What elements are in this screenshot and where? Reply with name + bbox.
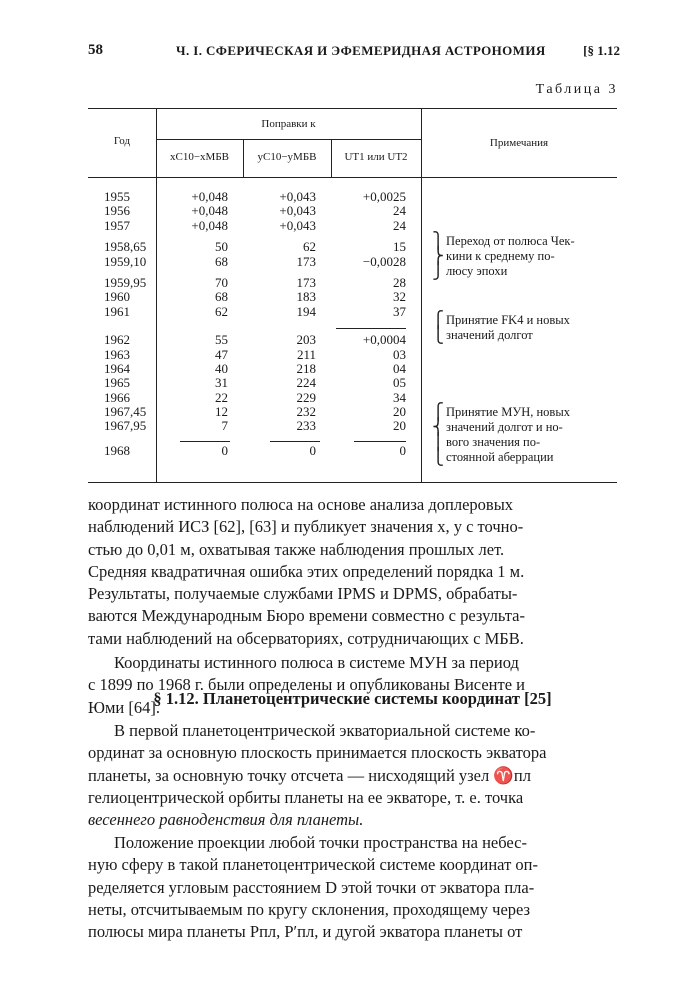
table-cell: 24	[393, 203, 406, 219]
table-cell: 62	[303, 239, 316, 255]
table-cell: 7	[221, 418, 228, 434]
table-cell: 194	[296, 303, 316, 319]
table-cell: 55	[215, 332, 228, 348]
text-line: Результаты, получаемые службами IPMS и DPMS, обрабаты-	[88, 584, 518, 604]
note-pole-transition: Переход от полюса Чек- кини к среднему по- люсу эпохи	[446, 234, 575, 278]
table-cell: +0,043	[279, 203, 316, 219]
table-divider	[421, 109, 422, 482]
table-cell: 233	[296, 418, 316, 434]
table-cell: 1957	[104, 217, 130, 233]
ut-correction-column	[346, 190, 406, 458]
table-cell: 62	[215, 303, 228, 319]
corrections-table	[88, 108, 617, 483]
table-cell: 12	[215, 404, 228, 420]
table-cell: 04	[393, 360, 406, 376]
table-divider	[156, 139, 421, 140]
y-separator-rule	[270, 441, 320, 442]
table-caption: Таблица 3	[535, 82, 618, 97]
table-cell: 1966	[104, 389, 130, 405]
y-correction-column	[246, 190, 316, 458]
text-line: гелиоцентрической орбиты планеты на ее экваторе, т. е. точка	[88, 787, 524, 807]
table-cell: 203	[296, 332, 316, 348]
table-cell: 70	[215, 274, 228, 290]
paragraph-polar-coordinates	[88, 494, 617, 650]
table-cell: 1964	[104, 360, 130, 376]
brace-glyph: ⎧ ⎨ ⎪ ⎩	[432, 404, 444, 466]
table-cell: 31	[215, 375, 228, 391]
ut-separator-rule	[336, 328, 406, 329]
table-cell: 1958,65	[104, 239, 147, 255]
table-cell: 47	[215, 346, 228, 362]
table-cell: 1967,95	[104, 418, 147, 434]
section-reference: [§ 1.12	[583, 43, 620, 58]
table-cell: 173	[296, 253, 316, 269]
table-cell: 20	[393, 418, 406, 434]
table-cell: 68	[215, 289, 228, 305]
table-cell: 0	[309, 442, 316, 458]
table-cell: 1955	[104, 189, 130, 204]
text-line: Средняя квадратичная ошибка этих определений порядка 1 м.	[88, 561, 525, 581]
table-cell: 15	[393, 239, 406, 255]
text-line: тами наблюдений на обсерваториях, сотрудничающих с МБВ.	[88, 628, 524, 648]
text-line: ваются Международным Бюро времени совместно с результа-	[88, 606, 525, 626]
table-cell: 1965	[104, 375, 130, 391]
header-corrections: Поправки к	[261, 118, 316, 130]
table-cell: 1959,10	[104, 253, 147, 269]
text-line: ную сферу в такой планетоцентрической системе координат оп-	[88, 855, 538, 875]
note-fk4: Принятие FK4 и новых значений долгот	[446, 313, 570, 342]
text-line: ределяется угловым расстоянием D этой точки от экватора пла-	[88, 877, 535, 897]
table-cell: 211	[296, 346, 316, 362]
note-iau: Принятие МУН, новых значений долгот и но- вого значения по- стоянной аберрации	[446, 405, 570, 464]
table-cell: 1967,45	[104, 404, 147, 420]
text-line: полюсы мира планеты Pпл, P′пл, и дугой экватора планеты от	[88, 922, 523, 942]
text-line: планеты, за основную точку отсчета — нисходящий узел ♈пл	[88, 765, 531, 785]
table-cell: 1959,95	[104, 274, 147, 290]
table-cell: 1960	[104, 289, 130, 305]
table-cell: 24	[393, 217, 406, 233]
text-line: стью до 0,01 м, охватывая также наблюдения прошлых лет.	[88, 539, 505, 559]
year-column	[104, 190, 164, 458]
x-separator-rule	[180, 441, 230, 442]
table-cell: 0	[221, 442, 228, 458]
text-line: неты, отсчитываемым по кругу склонения, проходящему через	[88, 899, 531, 919]
table-cell: 1961	[104, 303, 130, 319]
table-cell: 28	[393, 274, 406, 290]
table-cell: +0,048	[191, 203, 228, 219]
table-cell: 34	[393, 389, 406, 405]
brace-glyph: ⎧ ⎩	[432, 312, 444, 344]
table-cell: 229	[296, 389, 316, 405]
running-title: Ч. I. СФЕРИЧЕСКАЯ И ЭФЕМЕРИДНАЯ АСТРОНОМИЯ	[176, 43, 546, 58]
table-cell: 218	[296, 360, 316, 376]
text-line: с 1899 по 1968 г. были определены и опубликованы Висенте и	[88, 675, 525, 695]
table-cell: 1968	[104, 442, 130, 458]
header-x-correction: xC10−xМБВ	[170, 151, 229, 163]
table-cell: +0,048	[191, 189, 228, 204]
table-cell: +0,048	[191, 217, 228, 233]
table-cell: 03	[393, 346, 406, 362]
table-cell: 68	[215, 253, 228, 269]
text-line: Положение проекции любой точки пространства на небес-	[114, 833, 527, 852]
table-cell: +0,0025	[362, 189, 406, 204]
text-line: координат истинного полюса на основе анализа доплеровых	[88, 495, 514, 514]
table-cell: 37	[393, 303, 406, 319]
text-line: В первой планетоцентрической экваториальной системе ко-	[114, 721, 536, 740]
table-cell: +0,043	[279, 217, 316, 233]
table-cell: 224	[296, 375, 316, 391]
table-cell: 173	[296, 274, 316, 290]
paragraph-projection	[88, 832, 617, 943]
table-cell: 20	[393, 404, 406, 420]
table-cell: 32	[393, 289, 406, 305]
header-ut-correction: UT1 или UT2	[344, 151, 408, 163]
page-number: 58	[88, 42, 103, 58]
table-cell: 0	[399, 442, 406, 458]
ut-separator-rule	[354, 441, 406, 442]
header-y-correction: yC10−yМБВ	[257, 151, 317, 163]
table-cell: 05	[393, 375, 406, 391]
text-line: Юми [64].	[88, 697, 160, 717]
table-cell: 1962	[104, 332, 130, 348]
x-correction-column	[158, 190, 228, 458]
table-cell: −0,0028	[362, 253, 406, 269]
table-cell: 183	[296, 289, 316, 305]
table-cell: 1963	[104, 346, 130, 362]
text-line: Координаты истинного полюса в системе МУН за период	[114, 653, 519, 672]
header-year: Год	[113, 135, 131, 147]
text-line: наблюдений ИСЗ [62], [63] и публикует значения x, y с точно-	[88, 517, 524, 537]
table-cell: 1956	[104, 203, 130, 219]
paragraph-planetocentric-system	[88, 720, 617, 831]
page-header	[88, 42, 620, 64]
table-cell: 40	[215, 360, 228, 376]
brace-glyph: ⎫ ⎬ ⎭	[432, 233, 444, 280]
table-header-rule	[88, 177, 617, 178]
table-cell: +0,0004	[362, 332, 406, 348]
table-cell: 22	[215, 389, 228, 405]
table-cell: 50	[215, 239, 228, 255]
text-line: ординат за основную плоскость принимается плоскость экватора	[88, 743, 547, 763]
section-heading: § 1.12. Планетоцентрические системы координат [25]	[153, 689, 552, 708]
table-cell: 232	[296, 404, 316, 420]
table-cell: +0,043	[279, 189, 316, 204]
header-notes: Примечания	[489, 137, 549, 149]
text-line: весеннего равноденствия для планеты.	[88, 810, 364, 830]
